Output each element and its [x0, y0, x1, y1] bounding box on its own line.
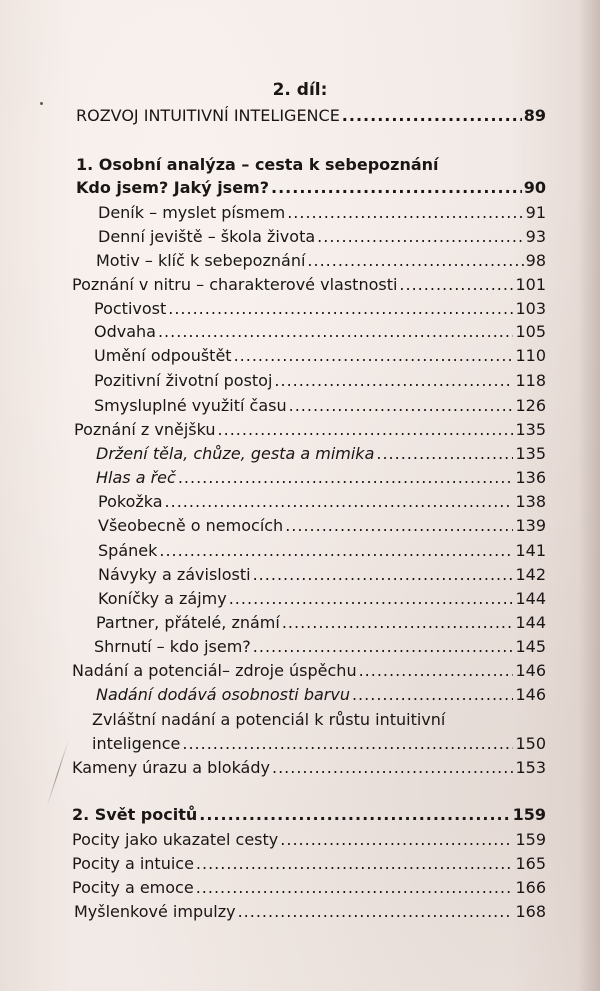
leader-dots: [182, 734, 513, 754]
toc-entry-label: Poznání z vnějšku: [74, 420, 216, 439]
toc-entry-label: Nadání a potenciál– zdroje úspěchu: [72, 661, 357, 680]
toc-entry-label: Spánek: [98, 541, 158, 560]
part-heading: 2. díl:: [272, 80, 328, 100]
toc-entry-label: inteligence: [92, 734, 181, 753]
toc-entry: [92, 734, 546, 754]
leader-dots: [274, 371, 513, 391]
page-number: 144: [515, 589, 546, 608]
toc-entry: [72, 830, 546, 850]
leader-dots: [168, 299, 513, 319]
page-number: 101: [515, 275, 546, 294]
toc-entry-label: Hlas a řeč: [96, 468, 176, 487]
leader-dots: [234, 346, 514, 366]
toc-entry-label: Partner, přátelé, známí: [96, 613, 280, 632]
toc-entry: [74, 420, 546, 440]
page-number: 135: [515, 444, 546, 463]
toc-entry-label: Pocity a emoce: [72, 878, 194, 897]
toc-entry: [94, 371, 546, 391]
leader-dots: [229, 589, 514, 609]
toc-entry: [98, 203, 546, 223]
toc-entry-label: Koníčky a zájmy: [98, 589, 227, 608]
page-number: 159: [515, 830, 546, 849]
page-edge-shadow: [578, 0, 600, 991]
leader-dots: [238, 902, 514, 922]
ink-speck: [40, 102, 43, 105]
chapter-title: 1. Osobní analýza – cesta k sebepoznání: [76, 155, 439, 174]
toc-entry: [76, 178, 546, 198]
wrapped-entry-line: Zvláštní nadání a potenciál k růstu intuitivní: [92, 710, 446, 729]
toc-entry-label: Denní jeviště – škola života: [98, 227, 316, 246]
toc-entry: [72, 854, 546, 874]
toc-entry-label: Kameny úrazu a blokády: [72, 758, 270, 777]
leader-dots: [199, 805, 510, 825]
page-number: 144: [515, 613, 546, 632]
page-number: 168: [515, 902, 546, 921]
leader-dots: [271, 178, 522, 198]
toc-entry: [98, 227, 546, 247]
page-number: 118: [515, 371, 546, 390]
toc-entry: [98, 492, 546, 512]
page-number: 145: [515, 637, 546, 656]
leader-dots: [196, 878, 514, 898]
toc-entry: [74, 902, 546, 922]
page-number: 138: [515, 492, 546, 511]
page-number: 135: [515, 420, 546, 439]
leader-dots: [399, 275, 513, 295]
toc-entry: [94, 346, 546, 366]
toc-entry-label: Odvaha: [94, 322, 156, 341]
toc-entry: [72, 661, 546, 681]
toc-entry-label: Držení těla, chůze, gesta a mimika: [96, 444, 375, 463]
toc-entry: [96, 444, 546, 464]
leader-dots: [178, 468, 514, 488]
page-number: 150: [515, 734, 546, 753]
toc-entry: [98, 565, 546, 585]
page-number: 136: [515, 468, 546, 487]
toc-entry-label: Smysluplné využití času: [94, 396, 287, 415]
leader-dots: [342, 106, 522, 126]
page-number: 91: [525, 203, 546, 222]
leader-dots: [280, 830, 513, 850]
part-title: ROZVOJ INTUITIVNÍ INTELIGENCE: [76, 106, 340, 125]
page-number: 110: [515, 346, 546, 365]
leader-dots: [165, 492, 514, 512]
page-number: 141: [515, 541, 546, 560]
leader-dots: [272, 758, 513, 778]
leader-dots: [218, 420, 514, 440]
toc-entry-label: Myšlenkové impulzy: [74, 902, 236, 921]
leader-dots: [287, 203, 523, 223]
page-number: 142: [515, 565, 546, 584]
leader-dots: [289, 396, 514, 416]
toc-entry-label: 2. Svět pocitů: [72, 805, 198, 824]
margin-pencil-mark: [46, 740, 69, 807]
toc-entry-label: Kdo jsem? Jaký jsem?: [76, 178, 269, 197]
leader-dots: [159, 541, 513, 561]
toc-entry-label: Motiv – klíč k sebepoznání: [96, 251, 306, 270]
leader-dots: [376, 444, 513, 464]
page-number: 165: [515, 854, 546, 873]
toc-entry-label: Pocity a intuice: [72, 854, 194, 873]
page-number: 139: [515, 516, 546, 535]
page-number: 166: [515, 878, 546, 897]
chapter-entry: [72, 805, 546, 825]
toc-entry: [96, 251, 546, 271]
toc-entry-label: Všeobecně o nemocích: [98, 516, 284, 535]
leader-dots: [307, 251, 523, 271]
leader-dots: [253, 637, 514, 657]
toc-entry-label: Deník – myslet písmem: [98, 203, 286, 222]
page-number: 146: [515, 661, 546, 680]
toc-entry: [96, 468, 546, 488]
toc-entry: [72, 758, 546, 778]
leader-dots: [253, 565, 514, 585]
toc-entry: [94, 396, 546, 416]
leader-dots: [359, 661, 514, 681]
toc-entry-label: Pokožka: [98, 492, 163, 511]
toc-entry-label: Poznání v nitru – charakterové vlastnosti: [72, 275, 398, 294]
toc-entry-label: Shrnutí – kdo jsem?: [94, 637, 251, 656]
toc-entry: [94, 637, 546, 657]
toc-entry: [72, 878, 546, 898]
toc-entry-label: Návyky a závislosti: [98, 565, 251, 584]
page-number: 90: [523, 178, 546, 197]
page-number: 153: [515, 758, 546, 777]
page-number: 146: [515, 685, 546, 704]
toc-entry-label: Pozitivní životní postoj: [94, 371, 273, 390]
toc-entry-label: Poctivost: [94, 299, 167, 318]
page-number: 159: [512, 805, 546, 824]
page-number: 93: [525, 227, 546, 246]
toc-entry-label: Umění odpouštět: [94, 346, 232, 365]
toc-entry: [72, 275, 546, 295]
leader-dots: [317, 227, 524, 247]
page-number: 98: [525, 251, 546, 270]
page-number: 105: [515, 322, 546, 341]
toc-entry: [94, 322, 546, 342]
toc-entry: [98, 589, 546, 609]
page-number: 103: [515, 299, 546, 318]
leader-dots: [282, 613, 514, 633]
leader-dots: [158, 322, 513, 342]
page-number: 126: [515, 396, 546, 415]
leader-dots: [352, 685, 513, 705]
leader-dots: [285, 516, 513, 536]
toc-entry: [94, 299, 546, 319]
page-number: 89: [523, 106, 546, 125]
toc-entry: [96, 685, 546, 705]
leader-dots: [196, 854, 514, 874]
toc-entry: [98, 516, 546, 536]
toc-entry-label: Pocity jako ukazatel cesty: [72, 830, 279, 849]
part-title-entry: [76, 106, 546, 126]
toc-entry: [96, 613, 546, 633]
toc-entry: [98, 541, 546, 561]
toc-entry-label: Nadání dodává osobnosti barvu: [96, 685, 350, 704]
